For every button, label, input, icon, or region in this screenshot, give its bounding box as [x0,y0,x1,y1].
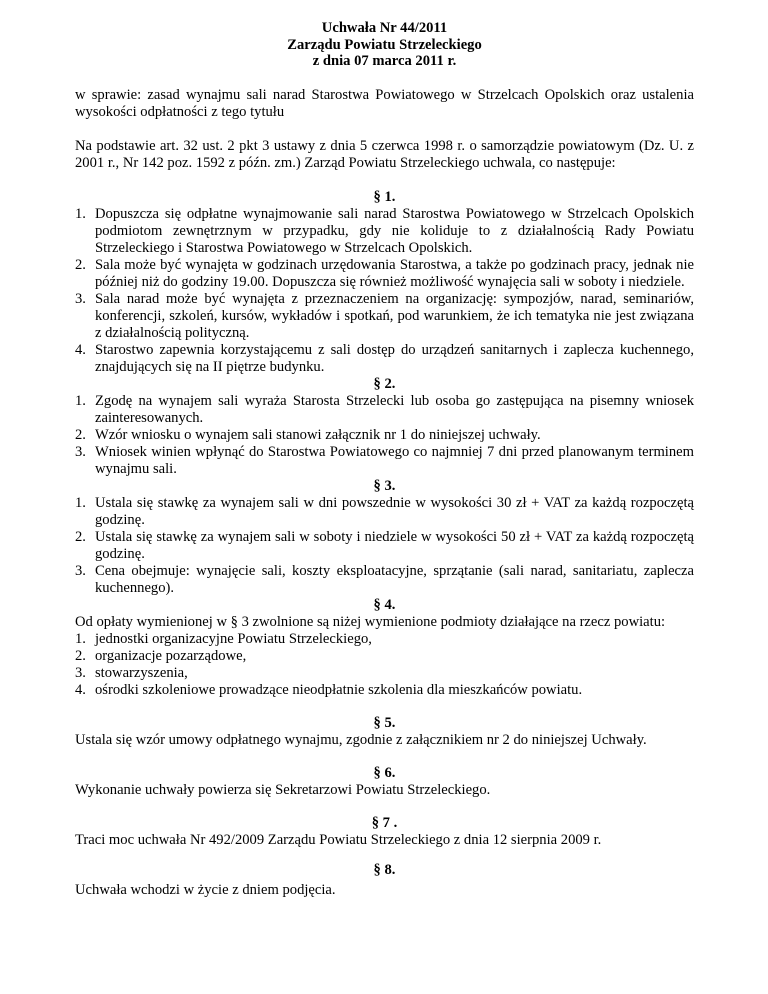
section-3-list [75,495,694,597]
list-item [75,444,694,478]
section-1-title: § 1. [373,188,396,205]
item-text: organizacje pozarządowe, [95,647,247,664]
section-4-list [75,631,694,699]
item-number: 3. [75,443,86,460]
item-number: 1. [75,392,86,409]
issuing-body: Zarządu Powiatu Strzeleckiego [287,36,482,53]
item-number: 1. [75,205,86,222]
item-text: Starostwo zapewnia korzystającemu z sali dostęp do urządzeń sanitarnych i zaplecza kuchennego, znajdujących się na II piętrze budynku. [95,341,694,375]
list-item [75,342,694,376]
item-number: 3. [75,664,86,681]
section-2-title: § 2. [373,375,396,392]
section-4-intro: Od opłaty wymienionej w § 3 zwolnione są niżej wymienione podmioty działające na rzecz powiatu: [75,613,666,630]
item-text: Wzór wniosku o wynajem sali stanowi załącznik nr 1 do niniejszej uchwały. [95,426,541,443]
item-text: jednostki organizacyjne Powiatu Strzeleckiego, [95,630,372,647]
item-number: 2. [75,528,86,545]
legal-basis: Na podstawie art. 32 ust. 2 pkt 3 ustawy z dnia 5 czerwca 1998 r. o samorządzie powiatowym (Dz. U. z 2001 r., Nr 142 poz. 1592 z późn. zm.) Zarząd Powiatu Strzeleckiego uchwala, co następuje: [75,137,694,171]
list-item [75,682,694,699]
section-5-title: § 5. [373,714,396,731]
item-number: 2. [75,256,86,273]
item-text: Cena obejmuje: wynajęcie sali, koszty eksploatacyjne, sprzątanie (sali narad, sanitariatu, zaplecza kuchennego). [95,562,694,596]
item-text: stowarzyszenia, [95,664,188,681]
item-number: 3. [75,290,86,307]
list-item [75,257,694,291]
section-4-title: § 4. [373,596,396,613]
list-item [75,648,694,665]
section-6-title: § 6. [373,764,396,781]
list-item [75,495,694,529]
section-1-list [75,206,694,376]
item-text: ośrodki szkoleniowe prowadzące nieodpłatnie szkolenia dla mieszkańców powiatu. [95,681,583,698]
list-item [75,529,694,563]
list-item [75,665,694,682]
resolution-number: Uchwała Nr 44/2011 [321,20,448,36]
section-6-text: Wykonanie uchwały powierza się Sekretarzowi Powiatu Strzeleckiego. [75,781,491,798]
list-item [75,393,694,427]
section-8 [75,862,694,900]
section-7-text: Traci moc uchwała Nr 492/2009 Zarządu Powiatu Strzeleckiego z dnia 12 sierpnia 2009 r. [75,831,602,848]
item-number: 4. [75,681,86,698]
item-text: Sala może być wynajęta w godzinach urzędowania Starostwa, a także po godzinach pracy, jednak nie później niż do godziny 19.00. Dopuszcza się również możliwość wynajęcia sali w soboty i niedziele. [95,256,694,290]
item-text: Wniosek winien wpłynąć do Starostwa Powiatowego co najmniej 7 dni przed planowanym terminem wynajmu sali. [95,443,694,477]
resolution-header [75,20,694,70]
item-number: 4. [75,341,86,358]
item-number: 3. [75,562,86,579]
section-8-text: Uchwała wchodzi w życie z dniem podjęcia. [75,881,336,898]
item-text: Ustala się stawkę za wynajem sali w soboty i niedziele w wysokości 50 zł + VAT za każdą rozpoczętą godzinę. [95,528,694,562]
item-text: Ustala się stawkę za wynajem sali w dni powszednie w wysokości 30 zł + VAT za każdą rozpoczętą godzinę. [95,494,694,528]
resolution-date: z dnia 07 marca 2011 r. [312,53,457,69]
item-number: 2. [75,426,86,443]
section-7-title: § 7 . [371,814,398,831]
item-number: 2. [75,647,86,664]
section-2-list [75,393,694,478]
list-item [75,206,694,257]
list-item [75,427,694,444]
item-text: Sala narad może być wynajęta z przeznaczeniem na organizację: sympozjów, narad, seminariów, konferencji, szkoleń, kursów, wykładów i spotkań, pod warunkiem, że ich tematyka nie jest związana z działalnością polityczną. [95,290,694,341]
document-page [75,0,694,900]
item-text: Zgodę na wynajem sali wyraża Starosta Strzelecki lub osoba go zastępująca na pisemny wniosek zainteresowanych. [95,392,694,426]
item-text: Dopuszcza się odpłatne wynajmowanie sali narad Starostwa Powiatowego w Strzelcach Opolskich podmiotom zewnętrznym w przypadku, gdy nie koliduje to z działalnością Rady Powiatu Strzeleckiego i Starostwa Powiatowego w Strzelcach Opolskich. [95,205,694,256]
list-item [75,563,694,597]
section-3-title: § 3. [373,477,396,494]
section-5-text: Ustala się wzór umowy odpłatnego wynajmu, zgodnie z załącznikiem nr 2 do niniejszej Uchwały. [75,731,647,748]
list-item [75,631,694,648]
resolution-subject: w sprawie: zasad wynajmu sali narad Starostwa Powiatowego w Strzelcach Opolskich oraz ustalenia wysokości odpłatności z tego tytułu [75,86,694,120]
section-8-title: § 8. [373,861,396,878]
list-item [75,291,694,342]
item-number: 1. [75,494,86,511]
item-number: 1. [75,630,86,647]
